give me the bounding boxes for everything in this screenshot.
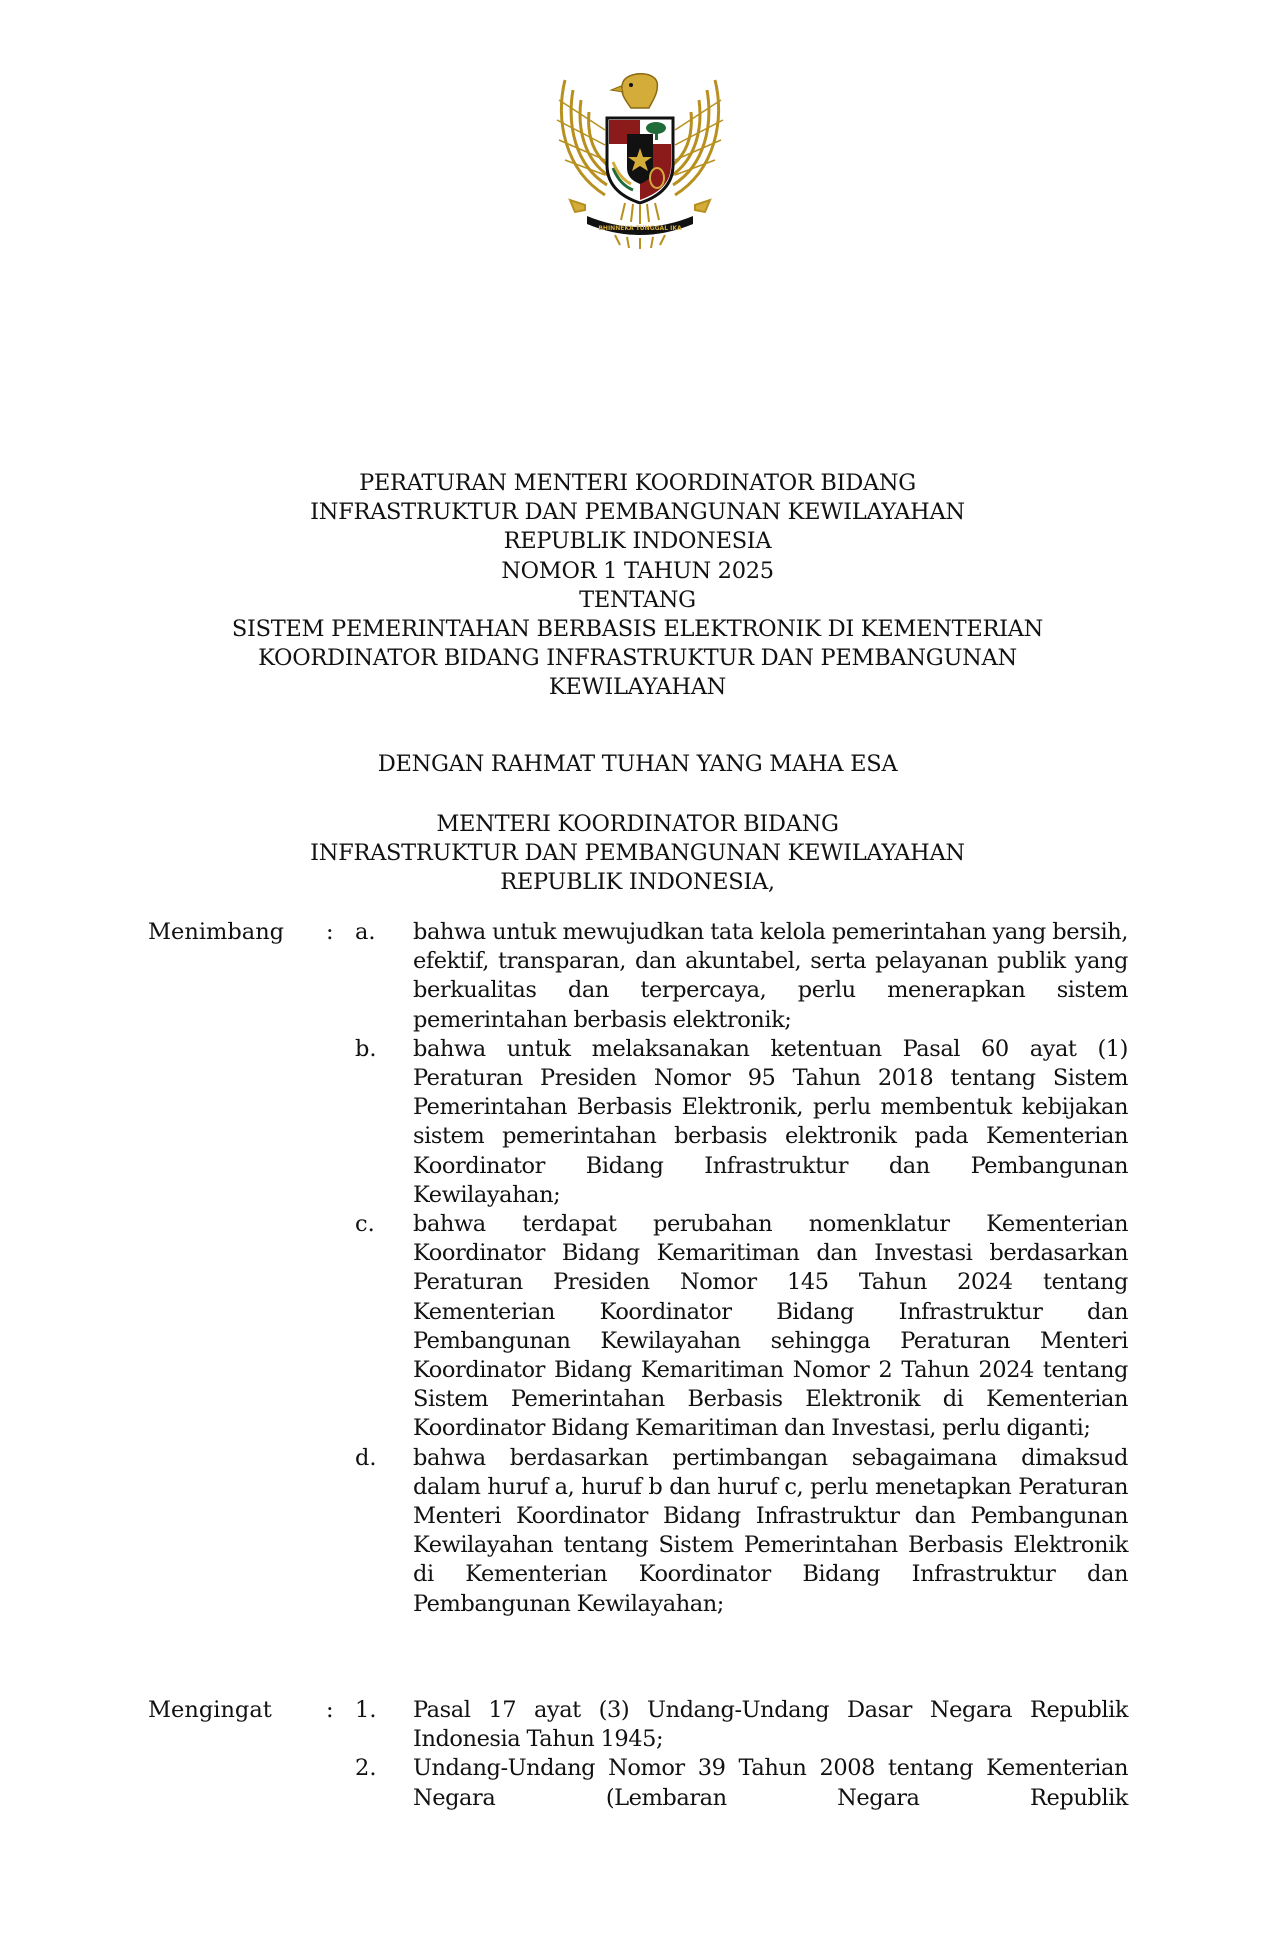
list-item <box>148 918 1128 1035</box>
right-wing <box>669 80 723 195</box>
item-number: 2. <box>355 1755 377 1782</box>
item-number: c. <box>355 1211 375 1238</box>
title-line: PERATURAN MENTERI KOORDINATOR BIDANG <box>359 470 916 496</box>
section-label: Mengingat <box>148 1697 272 1723</box>
list-item <box>148 1696 1128 1754</box>
title-line: KOORDINATOR BIDANG INFRASTRUKTUR DAN PEMBANGUNAN <box>258 645 1017 672</box>
left-wing <box>557 80 611 195</box>
title-line: TENTANG <box>579 586 696 613</box>
item-text: bahwa berdasarkan pertimbangan sebagaimana dimaksud dalam huruf a, huruf b dan huruf c, perlu menetapkan Peraturan Menteri Koordinator Bidang Infrastruktur dan Pembangunan Kewilayahan tentang Sistem Pemerintahan Berbasis Elektronik di Kementerian Koordinator Bidang Infrastruktur dan Pembangunan Kewilayahan; <box>413 1444 1128 1617</box>
authority-line: INFRASTRUKTUR DAN PEMBANGUNAN KEWILAYAHAN <box>310 840 965 867</box>
title-line: INFRASTRUKTUR DAN PEMBANGUNAN KEWILAYAHAN <box>310 499 965 526</box>
shield-icon <box>607 118 673 203</box>
section-colon: : <box>326 919 334 945</box>
mengingat-section <box>148 1696 1128 1813</box>
title-line: NOMOR 1 TAHUN 2025 <box>501 557 774 584</box>
regulation-title <box>140 469 1135 703</box>
list-item <box>148 1444 1128 1619</box>
tail-feathers <box>615 235 665 249</box>
item-number: 1. <box>355 1697 377 1723</box>
item-number: b. <box>355 1035 377 1062</box>
title-line: REPUBLIK INDONESIA <box>503 528 772 555</box>
title-line: SISTEM PEMERINTAHAN BERBASIS ELEKTRONIK DI KEMENTERIAN <box>231 616 1044 643</box>
item-text: Undang-Undang Nomor 39 Tahun 2008 tentang Kementerian Negara (Lembaran Negara Republik <box>413 1755 1128 1811</box>
item-text: Pasal 17 ayat (3) Undang-Undang Dasar Negara Republik Indonesia Tahun 1945; <box>413 1697 1128 1753</box>
item-text: bahwa terdapat perubahan nomenklatur Kementerian Koordinator Bidang Kemaritiman dan Investasi berdasarkan Peraturan Presiden Nomor 145 Tahun 2024 tentang Kementerian Koordinator Bidang Infrastruktur dan Pembangunan Kewilayahan sehingga Peraturan Menteri Koordinator Bidang Kemaritiman Nomor 2 Tahun 2024 tentang Sistem Pemerintahan Berbasis Elektronik di Kementerian Koordinator Bidang Kemaritiman dan Investasi, perlu diganti; <box>413 1211 1128 1442</box>
item-text: bahwa untuk melaksanakan ketentuan Pasal 60 ayat (1) Peraturan Presiden Nomor 95 Tahun 2018 tentang Sistem Pemerintahan Berbasis Elektronik, perlu membentuk kebijakan sistem pemerintahan berbasis elektronik pada Kementerian Koordinator Bidang Infrastruktur dan Pembangunan Kewilayahan; <box>413 1035 1128 1208</box>
authority-line: MENTERI KOORDINATOR BIDANG <box>436 811 839 837</box>
invocation: DENGAN RAHMAT TUHAN YANG MAHA ESA <box>377 751 898 777</box>
item-number: a. <box>355 919 376 945</box>
list-item <box>148 1210 1128 1444</box>
item-number: d. <box>355 1444 377 1471</box>
authority-line: REPUBLIK INDONESIA, <box>500 869 775 896</box>
title-line: KEWILAYAHAN <box>548 674 727 701</box>
issuing-authority <box>140 810 1135 898</box>
item-text: bahwa untuk mewujudkan tata kelola pemerintahan yang bersih, efektif, transparan, dan akuntabel, serta pelayanan publik yang berkualitas dan terpercaya, perlu menerapkan sistem pemerintahan berbasis elektronik; <box>413 919 1128 1033</box>
garuda-emblem <box>545 70 735 250</box>
garuda-head <box>611 74 657 108</box>
list-item <box>148 1035 1128 1210</box>
menimbang-section <box>148 918 1128 1619</box>
section-label: Menimbang <box>148 919 285 945</box>
section-colon: : <box>326 1697 334 1723</box>
list-item <box>148 1754 1128 1812</box>
motto-text: BHINNEKA TUNGGAL IKA <box>598 225 682 232</box>
